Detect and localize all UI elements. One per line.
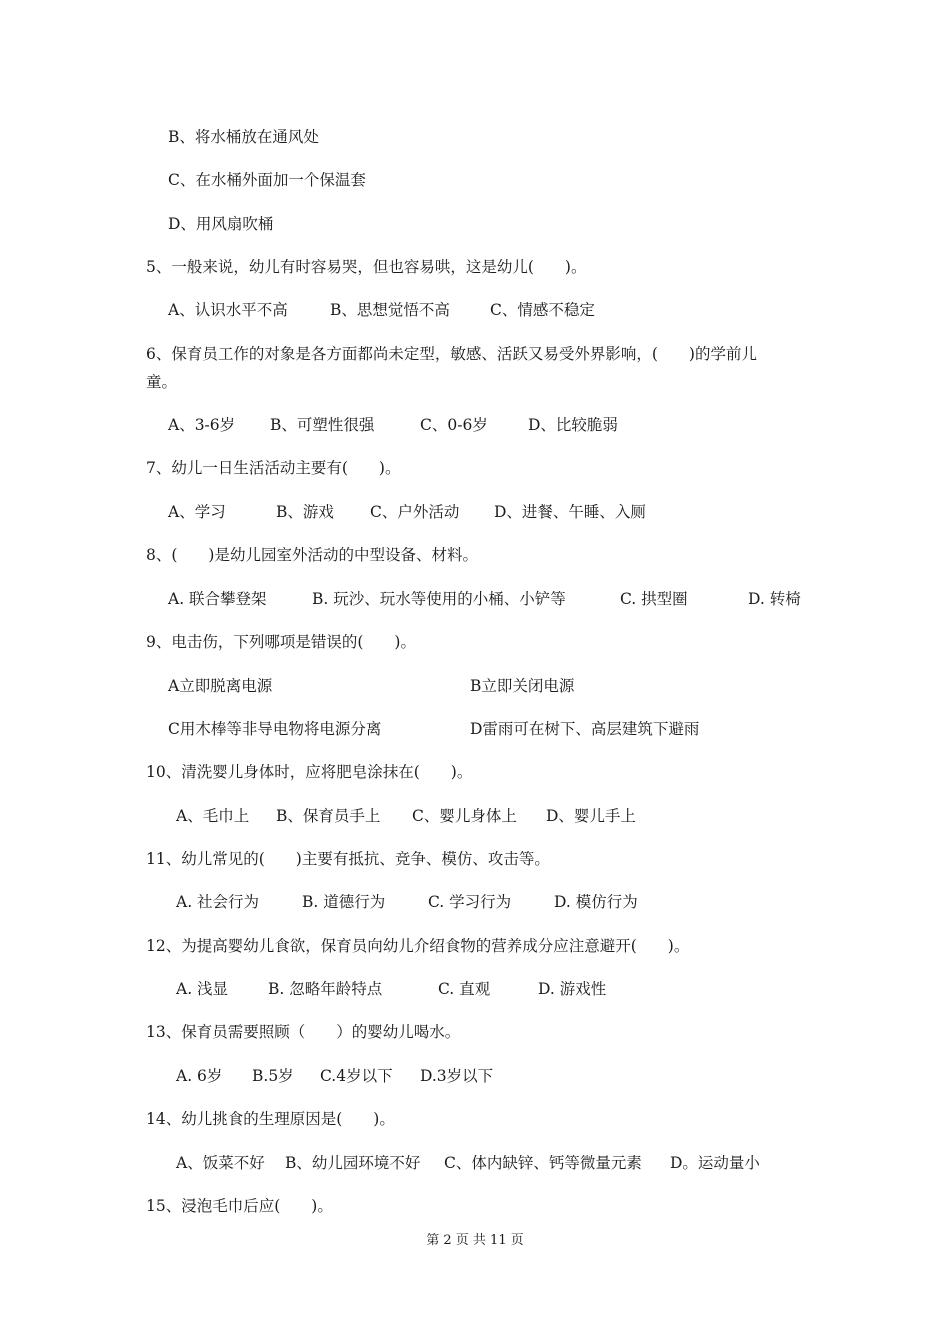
- q14-question: 14、幼儿挑食的生理原因是( )。: [146, 1110, 395, 1128]
- q7-options-choice: B、游戏: [276, 503, 334, 521]
- q10-options-choice: A、毛巾上: [176, 807, 250, 825]
- q12-options-choice: C. 直观: [438, 980, 491, 998]
- q5-options-choice: C、情感不稳定: [490, 301, 595, 319]
- q8-options-choice: B. 玩沙、玩水等使用的小桶、小铲等: [312, 590, 566, 608]
- q11-question: 11、幼儿常见的( )主要有抵抗、竞争、模仿、攻击等。: [146, 850, 550, 868]
- q12-options-choice: B. 忽略年龄特点: [268, 980, 383, 998]
- q7-options-choice: D、进餐、午睡、入厕: [494, 503, 646, 521]
- q7-options-choice: C、户外活动: [370, 503, 460, 521]
- q11-options-choice: D. 模仿行为: [554, 893, 638, 911]
- q6-options-choice: D、比较脆弱: [528, 416, 618, 434]
- q7-question: 7、幼儿一日生活活动主要有( )。: [146, 459, 401, 477]
- q13-options-choice: A. 6岁: [176, 1067, 223, 1085]
- q10-options-choice: B、保育员手上: [276, 807, 381, 825]
- q10-options-choice: D、婴儿手上: [546, 807, 636, 825]
- q14-options-choice: B、幼儿园环境不好: [285, 1154, 421, 1172]
- q9-options-row1-choice: B立即关闭电源: [470, 677, 575, 695]
- q5-options-choice: A、认识水平不高: [168, 301, 288, 319]
- q12-options-choice: A. 浅显: [176, 980, 229, 998]
- q14-options-choice: A、饭菜不好: [176, 1154, 265, 1172]
- q6-question-line2: 童。: [146, 373, 178, 391]
- q11-options-choice: B. 道德行为: [302, 893, 386, 911]
- q9-options-row1-choice: A立即脱离电源: [168, 677, 273, 695]
- q4-option-d: D、用风扇吹桶: [168, 215, 274, 233]
- q5-options-choice: B、思想觉悟不高: [330, 301, 450, 319]
- q4-option-c: C、在水桶外面加一个保温套: [168, 171, 366, 189]
- q13-options-choice: C.4岁以下: [320, 1067, 393, 1085]
- q4-option-b: B、将水桶放在通风处: [168, 128, 319, 146]
- q6-options-choice: B、可塑性很强: [270, 416, 375, 434]
- q13-question: 13、保育员需要照顾（ ）的婴幼儿喝水。: [146, 1023, 461, 1041]
- q9-question: 9、电击伤，下列哪项是错误的( )。: [146, 633, 416, 651]
- q6-options-choice: A、3-6岁: [168, 416, 236, 434]
- q15-question: 15、浸泡毛巾后应( )。: [146, 1197, 333, 1215]
- q8-question: 8、( )是幼儿园室外活动的中型设备、材料。: [146, 546, 478, 564]
- q11-options-choice: C. 学习行为: [428, 893, 512, 911]
- q7-options-choice: A、学习: [168, 503, 226, 521]
- q10-options-choice: C、婴儿身体上: [412, 807, 517, 825]
- q6-options-choice: C、0-6岁: [420, 416, 488, 434]
- q9-options-row2-choice: C用木棒等非导电物将电源分离: [168, 720, 382, 738]
- q11-options-choice: A. 社会行为: [176, 893, 260, 911]
- q8-options-choice: A. 联合攀登架: [168, 590, 267, 608]
- q9-options-row2-choice: D雷雨可在树下、高层建筑下避雨: [470, 720, 700, 738]
- q12-question: 12、为提高婴幼儿食欲，保育员向幼儿介绍食物的营养成分应注意避开( )。: [146, 937, 690, 955]
- q6-question-line1: 6、保育员工作的对象是各方面都尚未定型，敏感、活跃又易受外界影响，( )的学前儿: [146, 345, 757, 363]
- q14-options-choice: D。运动量小: [670, 1154, 760, 1172]
- q8-options-choice: C. 拱型圈: [620, 590, 688, 608]
- q12-options-choice: D. 游戏性: [538, 980, 607, 998]
- q13-options-choice: B.5岁: [252, 1067, 294, 1085]
- q8-options-choice: D. 转椅: [748, 590, 801, 608]
- q10-question: 10、清洗婴儿身体时，应将肥皂涂抹在( )。: [146, 763, 473, 781]
- q13-options-choice: D.3岁以下: [420, 1067, 494, 1085]
- q5-question: 5、一般来说，幼儿有时容易哭，但也容易哄，这是幼儿( )。: [146, 258, 587, 276]
- q14-options-choice: C、体内缺锌、钙等微量元素: [444, 1154, 642, 1172]
- page-footer: 第 2 页 共 11 页: [426, 1233, 524, 1248]
